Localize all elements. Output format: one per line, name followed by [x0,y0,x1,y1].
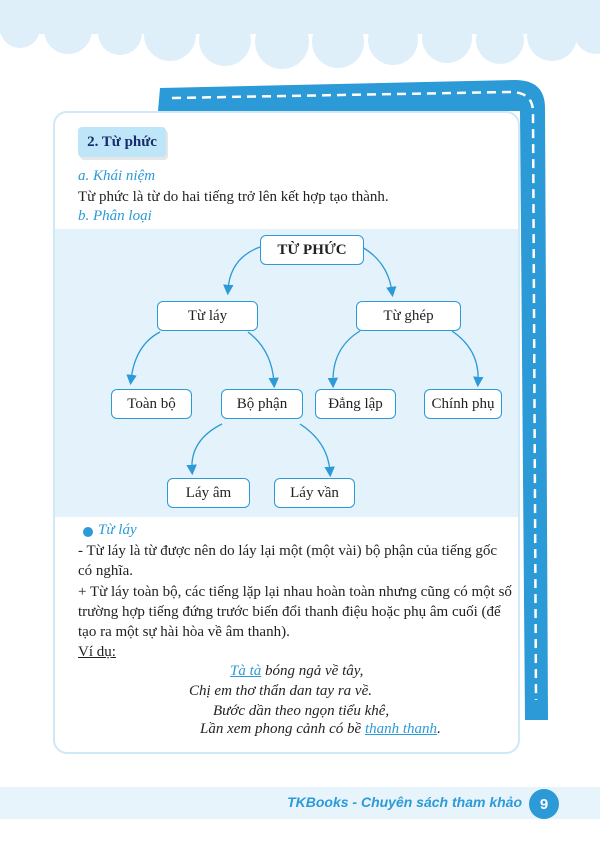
arrow-lay-bophan [248,332,274,383]
node-tu-ghep: Từ ghép [356,301,461,331]
tu-lay-def-line1: - Từ láy là từ được nên do láy lại một (một vài) bộ phận của tiếng gốc [78,543,498,559]
section-heading: 2. Từ phức [78,127,166,157]
poem-line-2: Chị em thơ thẩn dan tay ra về. [189,683,372,699]
arrow-root-ghep [362,247,392,292]
concept-label: a. Khái niệm [78,168,156,184]
node-tu-lay: Từ láy [157,301,258,331]
footer-tagline: - Chuyên sách tham khảo [348,794,522,810]
footer-text [287,794,522,810]
tu-lay-full-line3: tạo ra một sự hài hòa về âm thanh). [78,624,290,640]
poem-highlight-2: thanh thanh [364,721,438,737]
arrow-bophan-layam [192,424,222,470]
footer-brand: TKBooks [287,794,349,810]
poem-highlight-1: Tà tà [230,663,262,679]
poem-line-4: Lần xem phong cảnh có bề thanh thanh. [200,721,441,737]
node-tu-phuc: TỪ PHỨC [260,235,364,265]
classify-label: b. Phân loại [78,208,152,224]
poem-line-1: Tà tà bóng ngả về tây, [230,663,364,679]
tu-lay-full-line1: + Từ láy toàn bộ, các tiếng lặp lại nhau hoàn toàn nhưng cũng có một số [78,584,512,600]
node-toan-bo: Toàn bộ [111,389,192,419]
tu-lay-def-line2: có nghĩa. [78,563,133,579]
arrow-ghep-danglap [333,331,360,383]
example-label: Ví dụ: [78,644,116,660]
node-chinh-phu: Chính phụ [424,389,502,419]
node-lay-am: Láy âm [167,478,250,508]
tu-lay-full-line2: trường hợp tiếng đứng trước biến đổi thanh điệu hoặc phụ âm cuối (để [78,604,501,620]
arrow-lay-toanbo [131,332,160,380]
arrow-bophan-layvan [300,424,330,472]
concept-text: Từ phức là từ do hai tiếng trở lên kết hợp tạo thành. [78,189,389,205]
page-number: 9 [529,789,559,819]
tu-lay-title: Từ láy [98,522,137,538]
poem-line-3: Bước dần theo ngọn tiểu khê, [213,703,390,719]
node-bo-phan: Bộ phận [221,389,303,419]
arrow-ghep-chinhphu [452,331,478,382]
node-dang-lap: Đẳng lập [315,389,396,419]
node-lay-van: Láy vần [274,478,355,508]
arrow-root-lay [228,247,260,290]
bullet-icon [83,527,93,537]
